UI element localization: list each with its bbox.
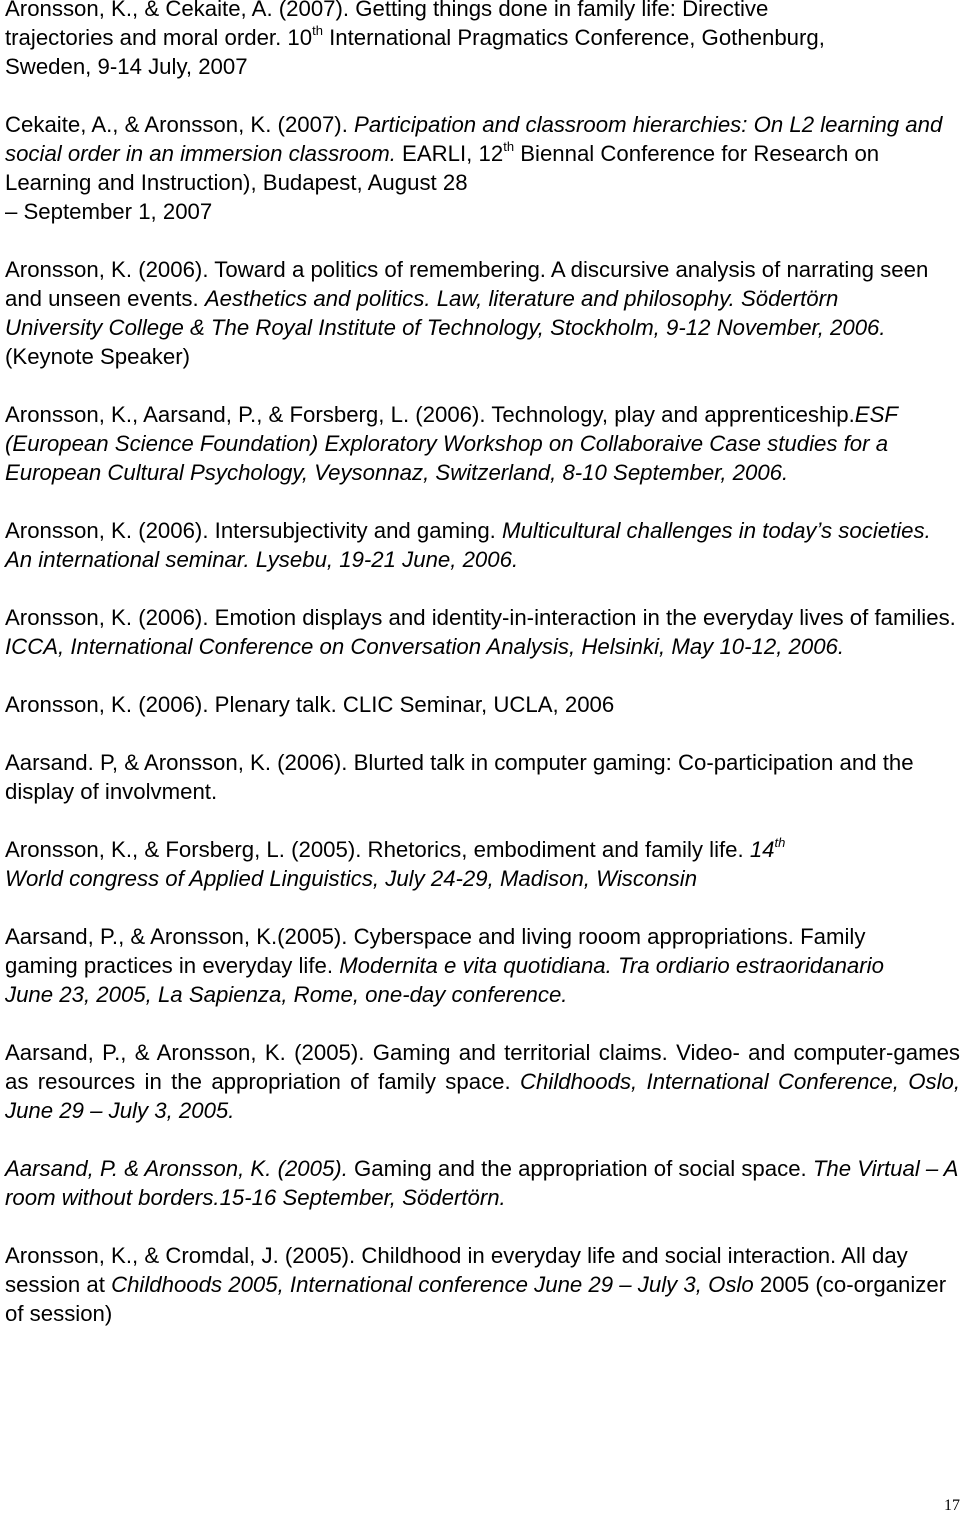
reference-item [5, 1154, 960, 1212]
reference-item [5, 1241, 960, 1328]
ref-text: International Pragmatics Conference, Gothenburg, [322, 25, 825, 50]
ref-text: Aronsson, K., & Cekaite, A. (2007). Getting things done in family life: Directive [5, 0, 769, 21]
ref-venue: World congress of Applied Linguistics, July 24-29, Madison, Wisconsin [5, 866, 698, 891]
reference-item [5, 748, 960, 806]
ref-authors: Aarsand, P., & Aronsson, K.(2005). Cyberspace and living rooom appropriations. Family gaming practices in everyday life. [5, 924, 866, 978]
reference-item [5, 1038, 960, 1125]
reference-item [5, 110, 955, 226]
reference-item [5, 603, 960, 661]
reference-item [5, 0, 960, 81]
ref-authors: Aronsson, K., Aarsand, P., & Forsberg, L. (2006). Technology, play and apprenticeship. [5, 402, 855, 427]
ref-venue: EARLI, 12 [395, 141, 504, 166]
ref-text: trajectories and moral order. 10 [5, 25, 313, 50]
ref-authors: Aronsson, K. (2006). Emotion displays and identity-in-interaction in the everyday lives of families. [5, 605, 956, 630]
superscript: th [774, 834, 786, 850]
ref-authors: Aarsand, P. & Aronsson, K. (2005). [5, 1156, 348, 1181]
ref-venue: 14 [749, 837, 775, 862]
ref-text: Aarsand. P, & Aronsson, K. (2006). Blurted talk in computer gaming: Co-participation and the display of involvment. [5, 750, 914, 804]
ref-note: 2005 (co-organizer of session) [5, 1272, 947, 1326]
superscript: th [312, 22, 323, 38]
ref-note: (Keynote Speaker) [5, 344, 190, 369]
ref-venue: Modernita e vita quotidiana. Tra ordiario estraoridanario June 23, 2005, La Sapienza, Rome, one-day conference. [5, 953, 884, 1007]
ref-venue: Aesthetics and politics. Law, literature and philosophy. Södertörn University College & The Royal Institute of Technology, Stockholm, 9-12 November, 2006. [5, 286, 886, 340]
reference-item [5, 400, 905, 487]
ref-venue: – September 1, 2007 [5, 199, 213, 224]
ref-authors: Aronsson, K. (2006). Intersubjectivity and gaming. [5, 518, 503, 543]
reference-item [5, 835, 905, 893]
reference-item [5, 516, 960, 574]
reference-item [5, 255, 940, 371]
reference-item [5, 690, 960, 719]
page-number: 17 [944, 1497, 960, 1514]
ref-venue: Multicultural challenges in today’s societies. An international seminar. Lysebu, 19-21 June, 2006. [5, 518, 931, 572]
ref-authors: Aronsson, K. (2006). Toward a politics of remembering. A discursive analysis of narrating seen and unseen events. [5, 257, 929, 311]
ref-authors: Cekaite, A., & Aronsson, K. (2007). [5, 112, 355, 137]
ref-title: Gaming and the appropriation of social space. [347, 1156, 813, 1181]
ref-venue: Childhoods, International Conference, Oslo, June 29 – July 3, 2005. [5, 1069, 960, 1123]
ref-venue: Biennal Conference for Research on Learning and Instruction), Budapest, August 28 [5, 141, 880, 195]
ref-authors: Aronsson, K., & Cromdal, J. (2005). Childhood in everyday life and social interaction. All day session at [5, 1243, 908, 1297]
superscript: th [503, 138, 515, 154]
ref-venue: The Virtual – A room without borders.15-16 September, Södertörn. [5, 1156, 958, 1210]
ref-venue: ESF (European Science Foundation) Exploratory Workshop on Collaboraive Case studies for a European Cultural Psychology, Veysonnaz, Switzerland, 8-10 September, 2006. [5, 402, 898, 485]
ref-authors: Aronsson, K., & Forsberg, L. (2005). Rhetorics, embodiment and family life. [5, 837, 750, 862]
ref-venue: ICCA, International Conference on Conversation Analysis, Helsinki, May 10-12, 2006. [5, 634, 845, 659]
ref-text: Sweden, 9-14 July, 2007 [5, 54, 248, 79]
ref-authors: Aarsand, P., & Aronsson, K. (2005). Gaming and territorial claims. Video- and computer-games as resources in the appropriation of family space. [5, 1040, 960, 1094]
ref-text: Aronsson, K. (2006). Plenary talk. CLIC Seminar, UCLA, 2006 [5, 692, 615, 717]
ref-title: Participation and classroom hierarchies: On L2 learning and social order in an immersion classroom. [5, 112, 943, 166]
ref-venue: Childhoods 2005, International conference June 29 – July 3, Oslo [111, 1272, 754, 1297]
reference-list [5, 0, 960, 1357]
reference-item [5, 922, 920, 1009]
